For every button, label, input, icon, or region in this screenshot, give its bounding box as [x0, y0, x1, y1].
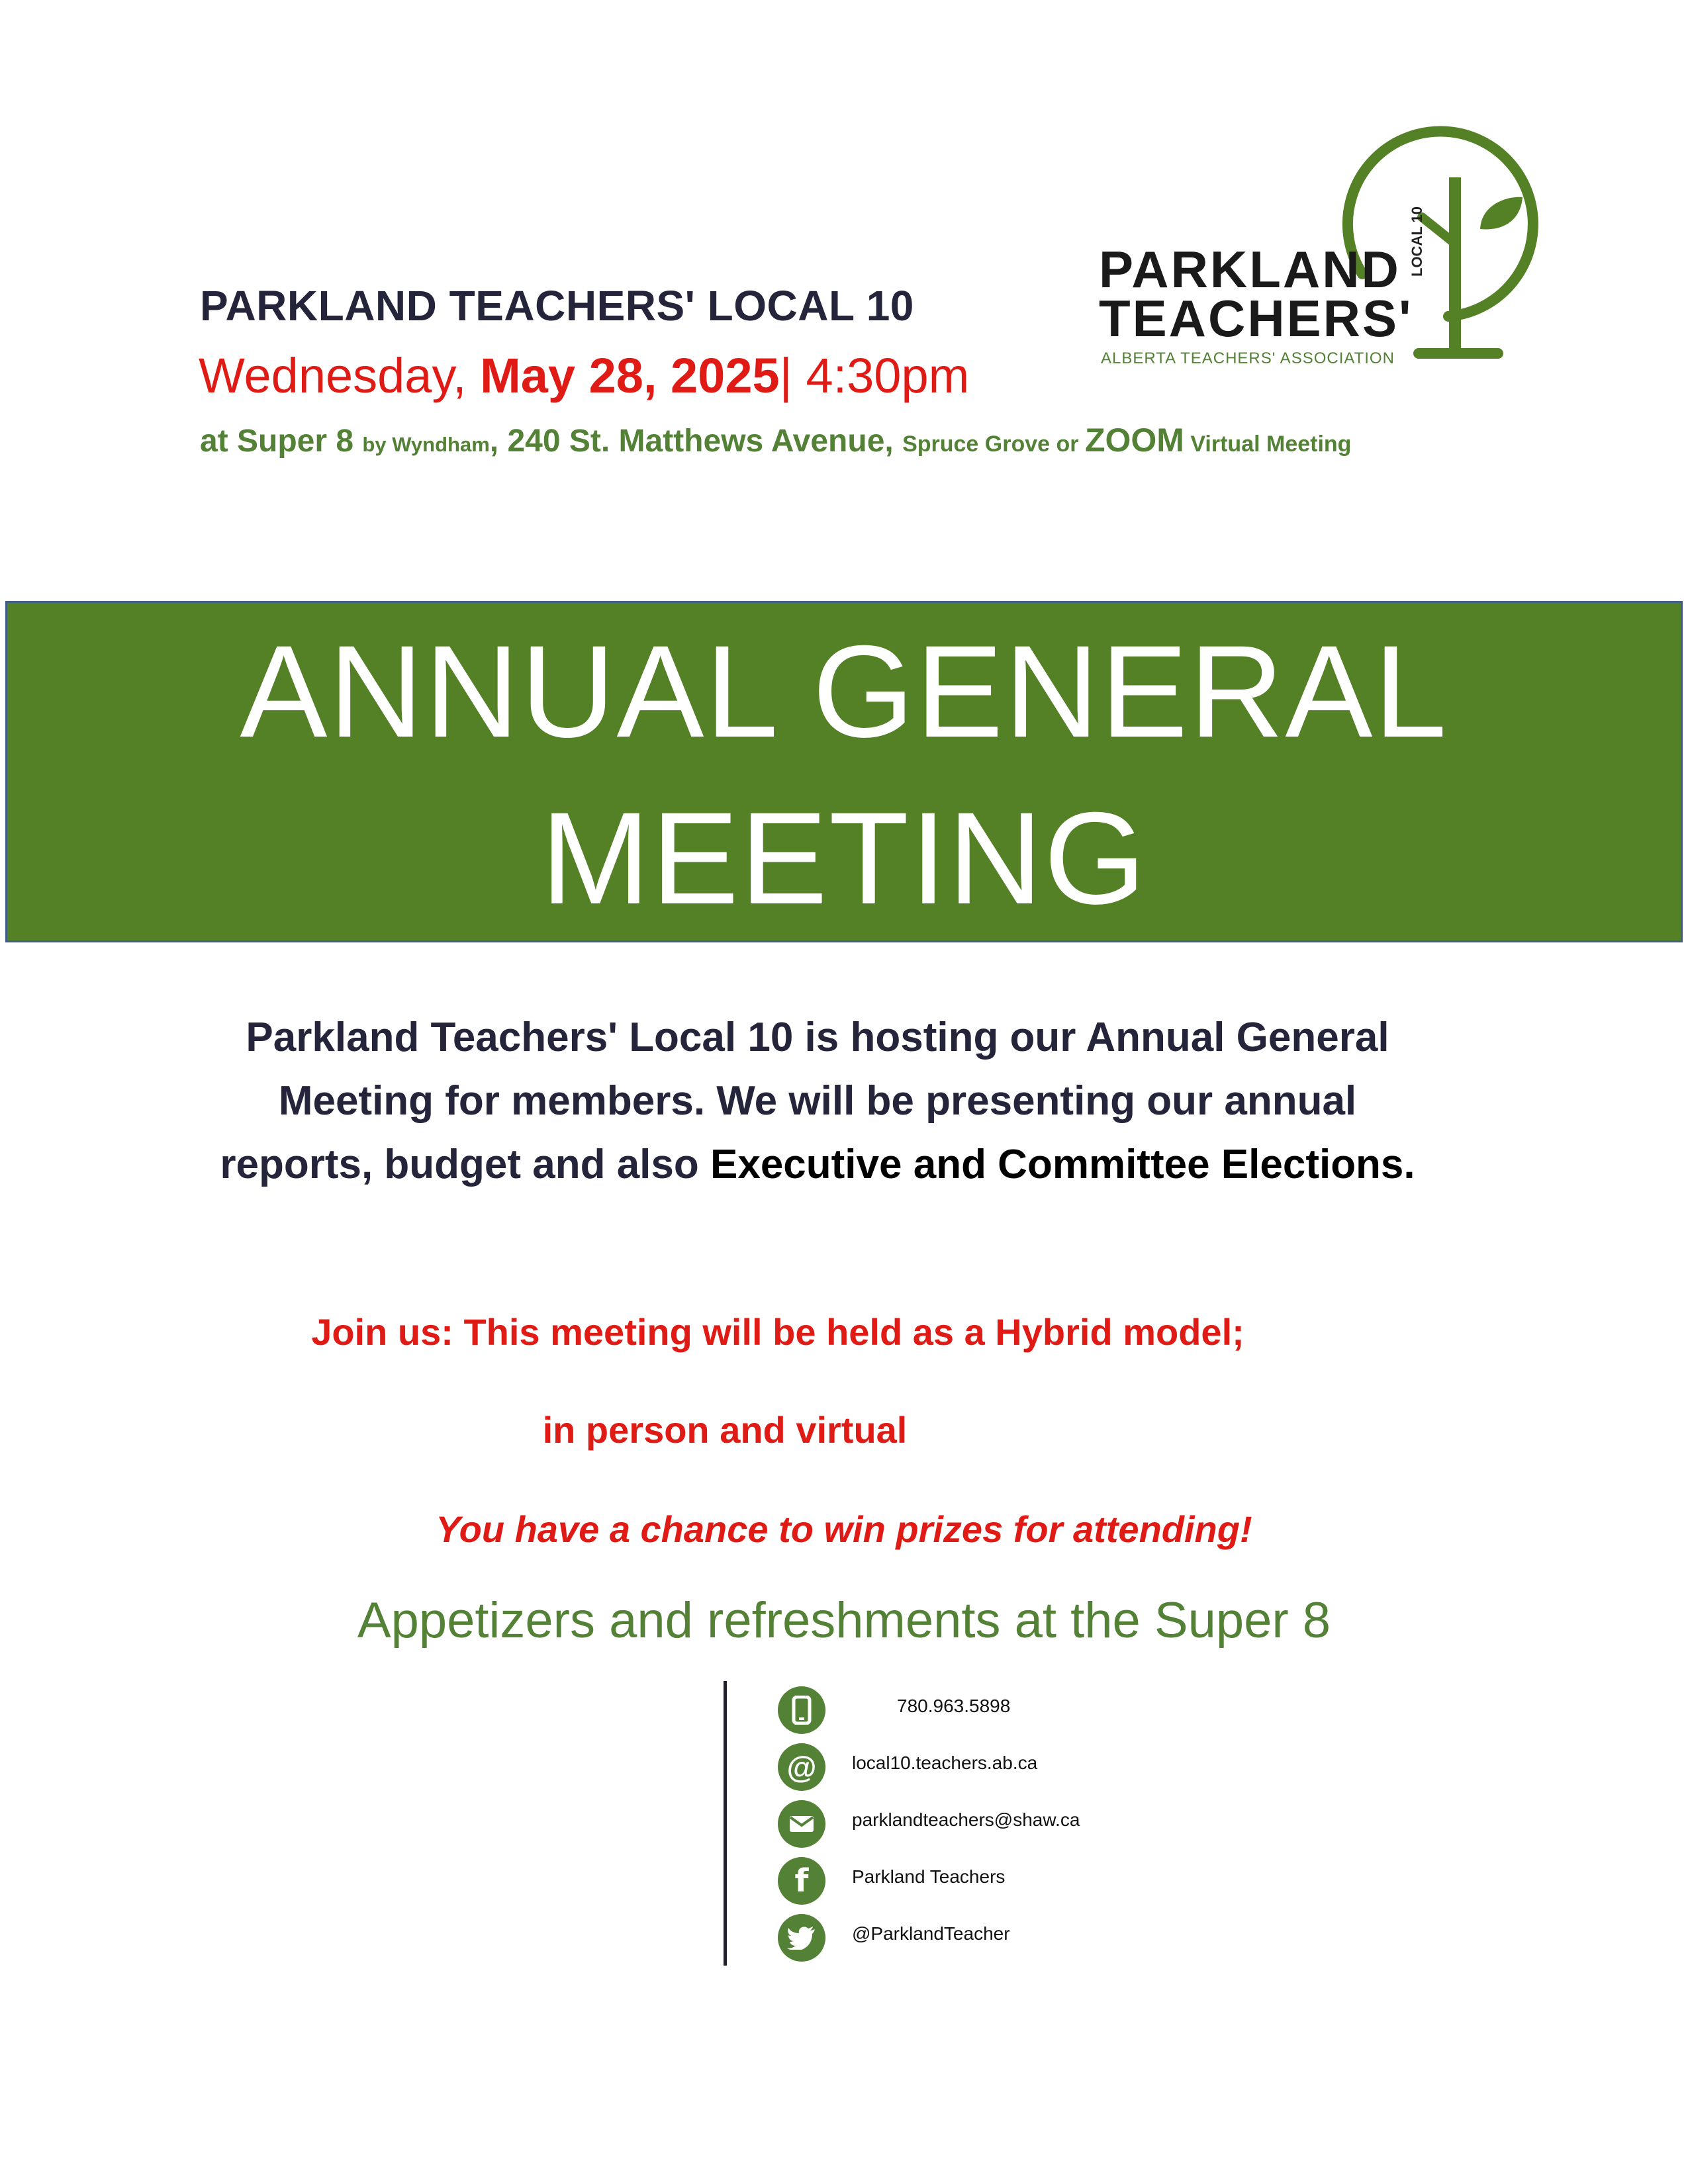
- facebook-icon: f: [778, 1857, 825, 1905]
- twitter-icon: [778, 1914, 825, 1962]
- contact-phone-text: 780.963.5898: [897, 1696, 1011, 1716]
- contact-twitter[interactable]: [778, 1914, 1307, 1963]
- email-icon: [778, 1800, 825, 1848]
- venue-brand: by Wyndham: [362, 433, 490, 456]
- logo-word-parkland: PARKLAND: [1099, 240, 1401, 298]
- appetizers-notice: Appetizers and refreshments at the Super 8: [357, 1592, 1331, 1649]
- venue-address: , 240 St. Matthews Avenue,: [489, 424, 903, 459]
- logo-association: ALBERTA TEACHERS' ASSOCIATION: [1101, 349, 1395, 367]
- contact-phone: [778, 1686, 1307, 1735]
- contact-email-text[interactable]: parklandteachers@shaw.ca: [852, 1809, 1080, 1830]
- intro-text: Parkland Teachers' Local 10 is hosting our Annual General Meeting for members. We will be presenting our annual reports, budget and also: [220, 1015, 1389, 1187]
- banner-line-2: MEETING: [540, 785, 1148, 931]
- phone-icon: [778, 1686, 825, 1734]
- contact-twitter-text[interactable]: @ParklandTeacher: [852, 1923, 1010, 1944]
- contact-facebook[interactable]: [778, 1857, 1307, 1906]
- meeting-time: | 4:30pm: [779, 348, 970, 403]
- meeting-day: Wednesday,: [199, 348, 481, 403]
- banner-title: [7, 603, 1681, 942]
- hybrid-notice: Join us: This meeting will be held as a Hybrid model;: [311, 1311, 1244, 1353]
- contact-email[interactable]: [778, 1800, 1307, 1849]
- meeting-venue: [200, 421, 1351, 459]
- logo-word-teachers: TEACHERS': [1099, 289, 1413, 347]
- venue-city: Spruce Grove or: [902, 432, 1085, 457]
- at-icon: @: [778, 1743, 825, 1791]
- meeting-date-time: [199, 347, 969, 404]
- contact-facebook-text[interactable]: Parkland Teachers: [852, 1866, 1006, 1887]
- contact-divider: [724, 1681, 727, 1966]
- in-person-notice: in person and virtual: [542, 1409, 908, 1451]
- venue-virtual: Virtual Meeting: [1184, 432, 1352, 457]
- venue-hotel: at Super 8: [200, 424, 363, 459]
- intro-elections: Executive and Committee Elections.: [710, 1142, 1415, 1187]
- contact-website-text[interactable]: local10.teachers.ab.ca: [852, 1752, 1038, 1773]
- contact-website[interactable]: [778, 1743, 1307, 1792]
- venue-zoom: ZOOM: [1084, 422, 1184, 459]
- organization-name: PARKLAND TEACHERS' LOCAL 10: [200, 282, 914, 330]
- banner-line-1: ANNUAL GENERAL: [240, 618, 1448, 764]
- prizes-notice: You have a chance to win prizes for attending!: [436, 1508, 1252, 1550]
- parkland-teachers-logo: [1051, 111, 1594, 396]
- intro-paragraph: [199, 1006, 1436, 1197]
- meeting-date: May 28, 2025: [480, 348, 780, 403]
- title-banner: [5, 601, 1683, 942]
- logo-local: LOCAL 10: [1409, 206, 1425, 277]
